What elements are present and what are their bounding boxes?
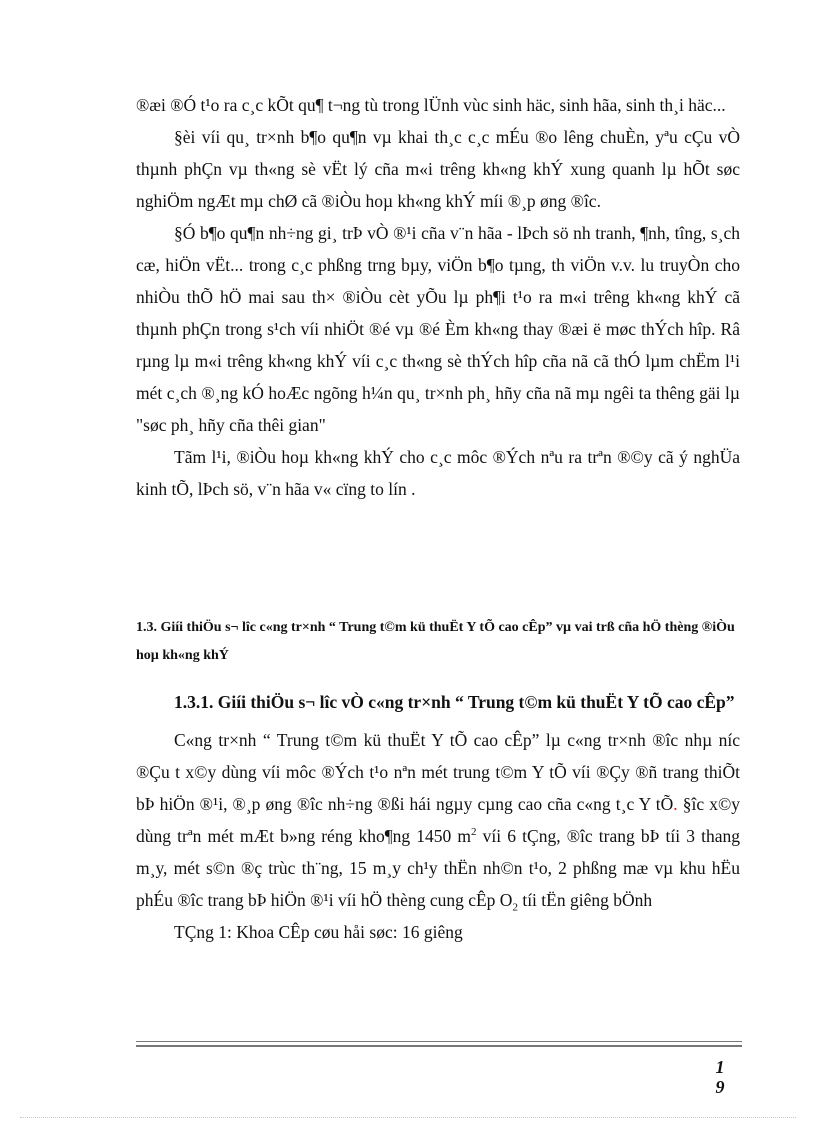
paragraph-3: §Ó b¶o qu¶n nh÷ng gi¸ trÞ vÒ ®¹i cña v¨n hãa - lÞch sö nh tranh, ¶nh, tîng, s¸ch cæ, hiÖn vËt... trong c¸c phßng trng bµy, viÖn b¶o tµng, th viÖn v.v. lu truyÒn cho nhiÒu thÕ hÖ mai sau th× ®iÒu cèt yÕu lµ ph¶i t¹o ra m«i trêng kh«ng khÝ cã thµnh phÇn trong s¹ch víi nhiÖt ®é vµ ®é Èm kh«ng thay ®æi ë møc thÝch hîp. Râ rµng lµ m«i trêng kh«ng khÝ víi c¸c th«ng sè thÝch hîp cña nã cã thÓ lµm chËm l¹i mét c¸ch ®¸ng kÓ hoÆc ngõng h¼n qu¸ tr×nh ph¸ hñy cña nã mµ ngêi ta thêng gäi lµ "søc ph¸ hñy cña thêi gian" <box>136 223 740 435</box>
subsection-block <box>136 686 740 948</box>
paragraph-6: TÇng 1: Khoa CÊp cøu håi søc: 16 giêng <box>174 922 463 942</box>
paragraph-2: §èi víi qu¸ tr×nh b¶o qu¶n vµ khai th¸c c¸c mÉu ®o lêng chuÈn, yªu cÇu vÒ thµnh phÇn vµ th«ng sè vËt lý cña m«i trêng kh«ng khÝ xung quanh lµ hÕt søc nghiÖm ngÆt mµ chØ cã ®iÒu hoµ kh«ng khÝ míi ®¸p øng ®îc. <box>136 127 740 211</box>
paragraph-5-red-dot: . <box>673 794 678 814</box>
page-edge-dotted-line <box>20 1117 796 1118</box>
footer-rule-thick <box>136 1045 742 1047</box>
superscript-2: 2 <box>471 826 477 839</box>
paragraph-4: Tãm l¹i, ®iÒu hoµ kh«ng khÝ cho c¸c môc ®Ých nªu ra trªn ®©y cã ý nghÜa kinh tÕ, lÞch sö, v¨n hãa v« cïng to lín . <box>136 447 740 499</box>
page-number-digit-1: 1 <box>715 1057 725 1077</box>
section-heading: 1.3. Giíi thiÖu s¬ lîc c«ng tr×nh “ Trung t©m kü thuËt Y tÕ cao cÊp” vµ vai trß cña hÖ thèng ®iÒu hoµ kh«ng khÝ <box>136 620 735 663</box>
subsection-heading: 1.3.1. Giíi thiÖu s¬ lîc vÒ c«ng tr×nh “ Trung t©m kü thuËt Y tÕ cao cÊp” <box>174 692 735 712</box>
body-text-block <box>136 89 740 505</box>
paragraph-5 <box>136 724 740 916</box>
paragraph-5-part-a: C«ng tr×nh “ Trung t©m kü thuËt Y tÕ cao cÊp” lµ c«ng tr×nh ®îc nhµ níc ®Çu t x©y dùng víi môc ®Ých t¹o nªn mét trung t©m Y tÕ víi ®Çy ®ñ trang thiÕt bÞ hiÖn ®¹i, ®¸p øng ®îc nh÷ng ®ßi hái ngµy cµng cao cña c«ng t¸c Y tÕ <box>136 730 740 814</box>
paragraph-1: ®æi ®Ó t¹o ra c¸c kÕt qu¶ t¬ng tù trong lÜnh vùc sinh häc, sinh hãa, sinh th¸i häc... <box>136 95 726 115</box>
paragraph-5-part-b: §îc x©y dùng trªn mét mÆt b»ng réng kho¶ng 1450 m <box>136 794 740 846</box>
subscript-2: 2 <box>512 901 518 914</box>
footer-rule-thin <box>136 1041 742 1042</box>
section-heading-block <box>136 614 740 670</box>
paragraph-5-part-d: tíi tËn giêng bÖnh <box>517 890 653 910</box>
paragraph-5-part-c: víi 6 tÇng, ®îc trang bÞ tíi 3 thang m¸y, mét s©n ®ç trùc th¨ng, 15 m¸y ch¹y thËn nh©n t¹o, 2 phßng mæ vµ khu hËu phÉu ®îc trang bÞ hiÖn ®¹i víi hÖ thèng cung cÊp O <box>136 826 741 910</box>
page-number-digit-2: 9 <box>715 1077 725 1097</box>
